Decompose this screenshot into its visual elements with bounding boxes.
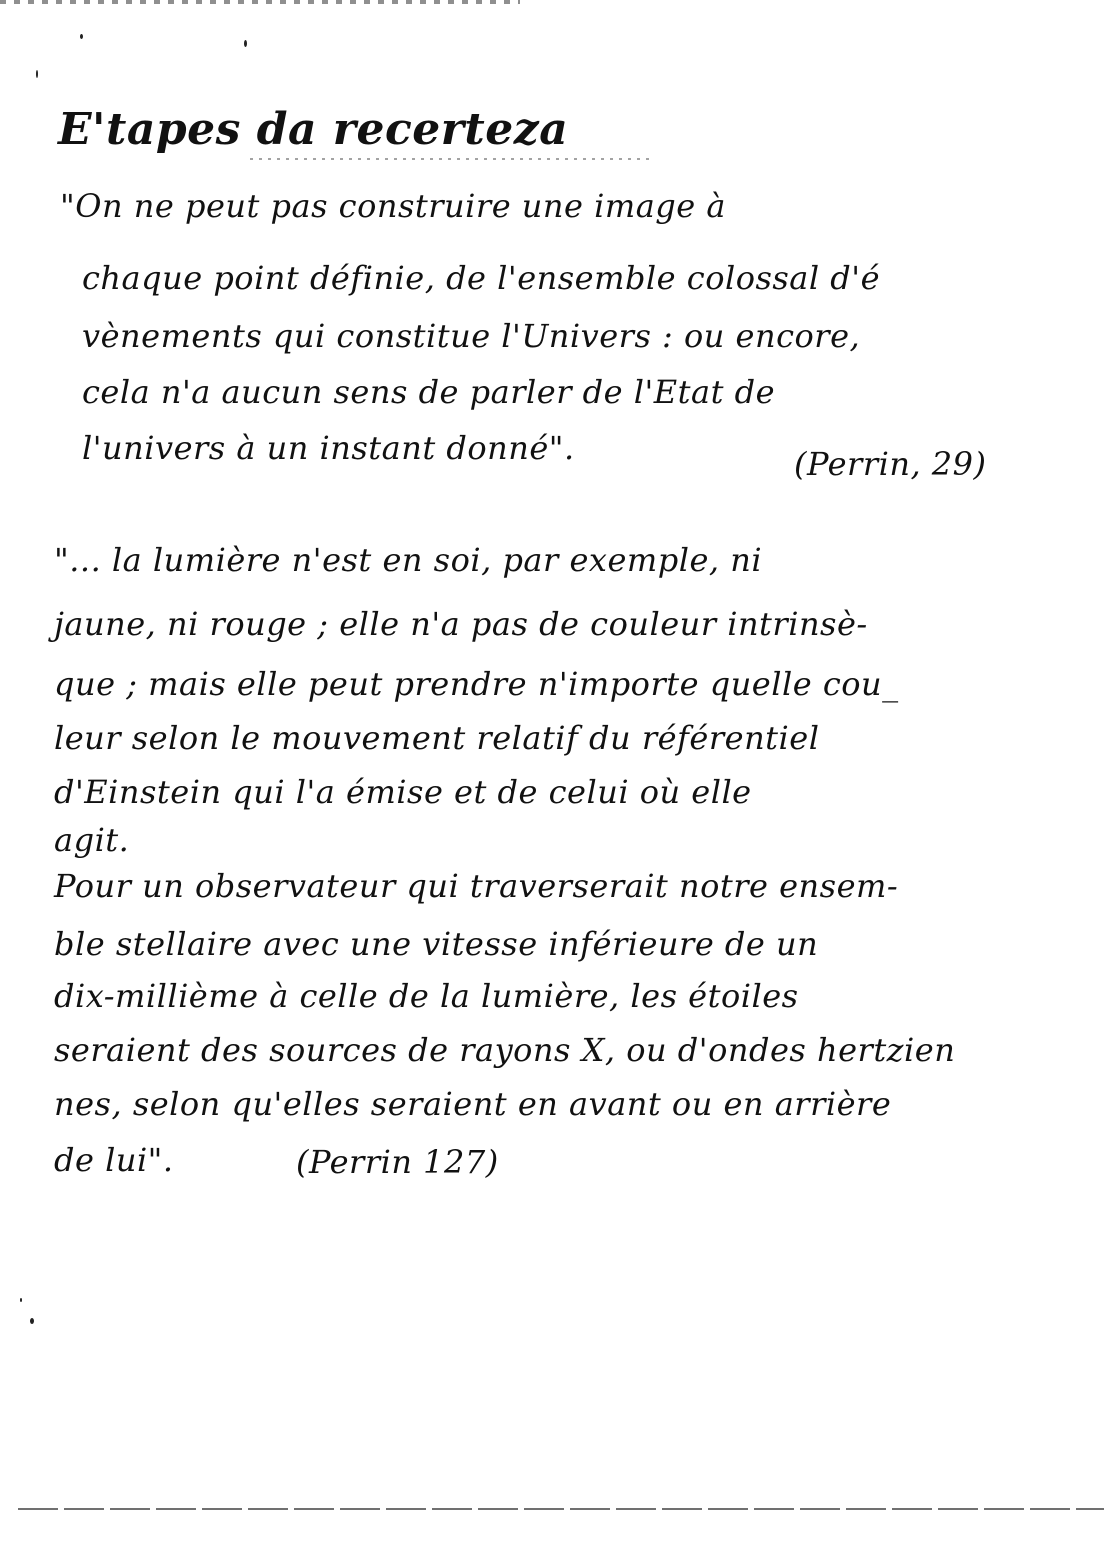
quote2-line: jaune, ni rouge ; elle n'a pas de couleur intrinsè- — [54, 605, 868, 643]
page-title: E'tapes da recerteza — [58, 104, 569, 155]
quote2-line: dix-millième à celle de la lumière, les étoiles — [54, 977, 799, 1015]
quote2-line: Pour un observateur qui traverserait notre ensem- — [54, 867, 899, 905]
quote1-line: vènements qui constitue l'Univers : ou encore, — [82, 317, 861, 355]
quote1-line: chaque point définie, de l'ensemble colossal d'é — [82, 259, 880, 297]
scan-edge-top — [0, 0, 520, 4]
title-underline-dots — [250, 158, 650, 160]
quote1-line: cela n'a aucun sens de parler de l'Etat de — [82, 373, 776, 411]
quote2-line: d'Einstein qui l'a émise et de celui où elle — [54, 773, 752, 811]
quote1-line: "On ne peut pas construire une image à — [60, 187, 726, 225]
quote2-citation: (Perrin 127) — [296, 1143, 499, 1181]
quote2-line: leur selon le mouvement relatif du référentiel — [54, 719, 820, 757]
scan-speck — [80, 34, 83, 39]
quote2-line: nes, selon qu'elles seraient en avant ou en arrière — [54, 1085, 892, 1123]
scan-speck — [30, 1318, 34, 1324]
quote2-line: ble stellaire avec une vitesse inférieure de un — [54, 925, 819, 963]
scan-speck — [244, 40, 247, 47]
quote1-line: l'univers à un instant donné". — [82, 429, 575, 467]
scan-edge-bottom — [18, 1508, 1104, 1510]
quote2-line: "... la lumière n'est en soi, par exemple, ni — [54, 541, 763, 579]
quote2-line: de lui". — [54, 1141, 174, 1179]
quote1-citation: (Perrin, 29) — [794, 445, 987, 483]
scan-speck — [36, 70, 38, 78]
scan-speck — [20, 1298, 22, 1302]
quote2-line: seraient des sources de rayons X, ou d'ondes hertzien — [54, 1031, 956, 1069]
quote2-line: agit. — [54, 821, 130, 859]
quote2-line: que ; mais elle peut prendre n'importe quelle cou_ — [54, 665, 899, 703]
